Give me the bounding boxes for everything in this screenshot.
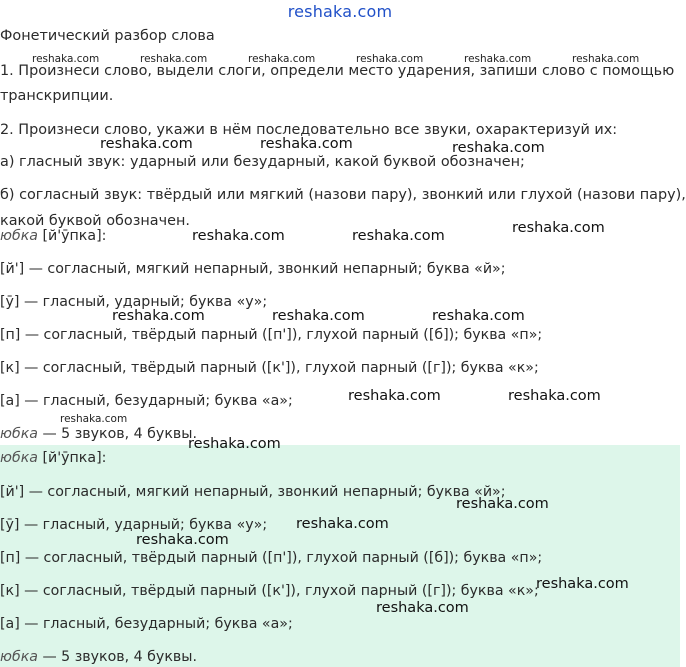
task-line-3: а) гласный звук: ударный или безударный, какой буквой обозначен; bbox=[0, 154, 525, 170]
analysis-section bbox=[0, 222, 680, 444]
transcription: [й'ӯпка]: bbox=[42, 450, 107, 466]
watermark: reshaka.com bbox=[432, 308, 525, 324]
watermark: reshaka.com bbox=[140, 53, 208, 65]
task-title: Фонетический разбор слова bbox=[0, 28, 215, 44]
sound-row: [а] — гласный, безударный; буква «а»; bbox=[0, 616, 293, 632]
task-line-2: 2. Произнеси слово, укажи в нём последовательно все звуки, охарактеризуй их: bbox=[0, 122, 618, 138]
sound-row: [п] — согласный, твёрдый парный ([п']), глухой парный ([б]); буква «п»; bbox=[0, 550, 543, 566]
watermark: reshaka.com bbox=[456, 496, 549, 512]
watermark: reshaka.com bbox=[572, 53, 640, 65]
sound-row: [ӯ] — гласный, ударный; буква «у»; bbox=[0, 294, 268, 310]
sound-row: [ӯ] — гласный, ударный; буква «у»; bbox=[0, 517, 268, 533]
watermark: reshaka.com bbox=[356, 53, 424, 65]
analysis-section-highlighted bbox=[0, 445, 680, 667]
word: юбка bbox=[0, 450, 38, 466]
summary-row bbox=[0, 647, 197, 667]
transcription: [й'ӯпка]: bbox=[42, 228, 107, 244]
watermark: reshaka.com bbox=[512, 220, 605, 236]
watermark: reshaka.com bbox=[352, 228, 445, 244]
task-line-4b: какой буквой обозначен. bbox=[0, 213, 190, 229]
watermark: reshaka.com bbox=[192, 228, 285, 244]
word-heading bbox=[0, 226, 106, 246]
sound-row: [а] — гласный, безударный; буква «а»; bbox=[0, 393, 293, 409]
site-title[interactable]: reshaka.com bbox=[287, 2, 393, 21]
watermark: reshaka.com bbox=[536, 576, 629, 592]
task-line-1b: транскрипции. bbox=[0, 88, 114, 104]
word: юбка bbox=[0, 649, 38, 665]
summary: — 5 звуков, 4 буквы. bbox=[42, 426, 197, 442]
task-line-4a: б) согласный звук: твёрдый или мягкий (назови пару), звонкий или глухой (назови пару), bbox=[0, 187, 686, 203]
watermark: reshaka.com bbox=[464, 53, 532, 65]
watermark: reshaka.com bbox=[136, 532, 229, 548]
sound-row: [к] — согласный, твёрдый парный ([к']), глухой парный ([г]); буква «к»; bbox=[0, 583, 539, 599]
watermark: reshaka.com bbox=[508, 388, 601, 404]
watermark: reshaka.com bbox=[188, 436, 281, 452]
watermark: reshaka.com bbox=[60, 413, 128, 425]
watermark: reshaka.com bbox=[248, 53, 316, 65]
task-line-1a: 1. Произнеси слово, выдели слоги, определи место ударения, запиши слово с помощью bbox=[0, 63, 675, 79]
word: юбка bbox=[0, 228, 38, 244]
watermark: reshaka.com bbox=[376, 600, 469, 616]
watermark: reshaka.com bbox=[452, 140, 545, 156]
sound-row: [к] — согласный, твёрдый парный ([к']), глухой парный ([г]); буква «к»; bbox=[0, 360, 539, 376]
word: юбка bbox=[0, 426, 38, 442]
watermark: reshaka.com bbox=[100, 136, 193, 152]
sound-row: [й'] — согласный, мягкий непарный, звонкий непарный; буква «й»; bbox=[0, 261, 506, 277]
watermark: reshaka.com bbox=[296, 516, 389, 532]
sound-row: [п] — согласный, твёрдый парный ([п']), глухой парный ([б]); буква «п»; bbox=[0, 327, 543, 343]
watermark: reshaka.com bbox=[260, 136, 353, 152]
sound-row: [й'] — согласный, мягкий непарный, звонкий непарный; буква «й»; bbox=[0, 484, 506, 500]
word-heading bbox=[0, 448, 106, 468]
summary-row bbox=[0, 424, 197, 444]
watermark: reshaka.com bbox=[32, 53, 100, 65]
summary: — 5 звуков, 4 буквы. bbox=[42, 649, 197, 665]
watermark: reshaka.com bbox=[348, 388, 441, 404]
watermark: reshaka.com bbox=[272, 308, 365, 324]
watermark: reshaka.com bbox=[112, 308, 205, 324]
